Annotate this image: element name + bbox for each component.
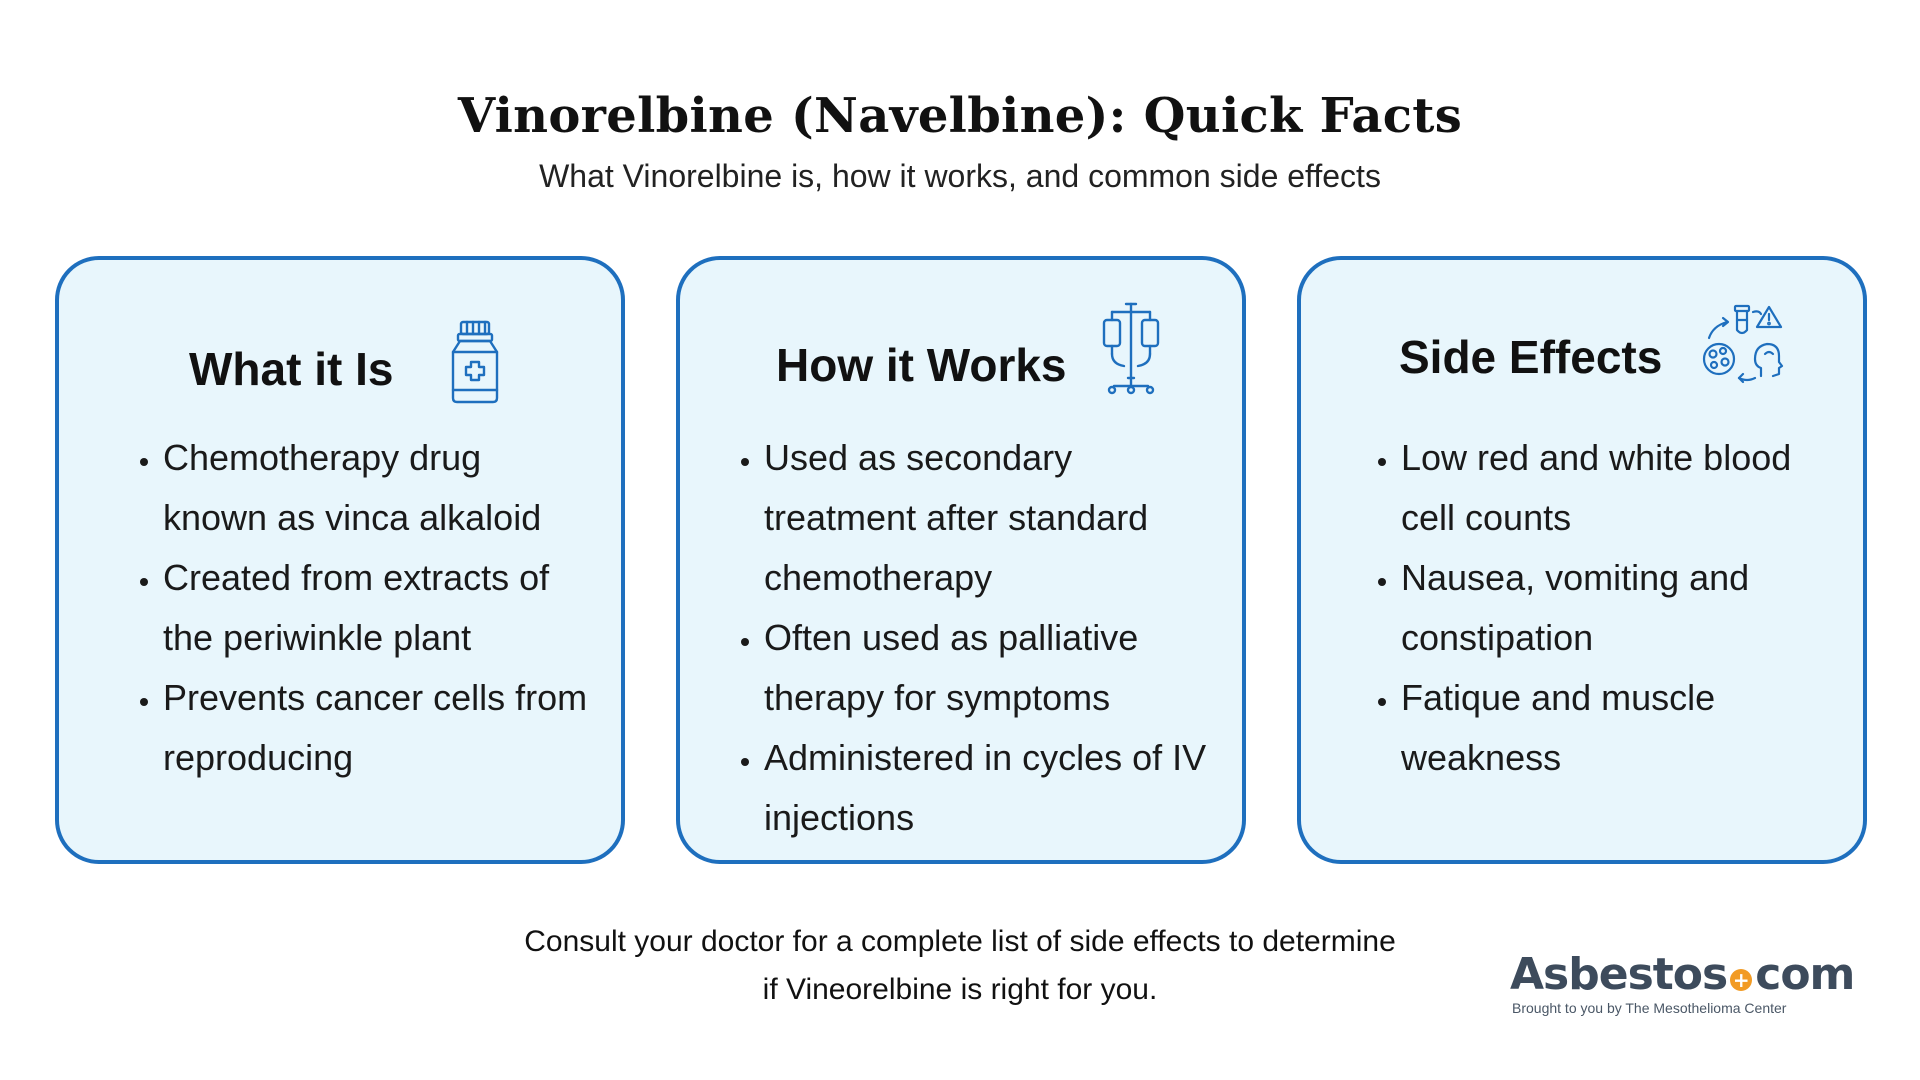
- list-item: • Chemotherapy drug known as vinca alkaloid: [163, 428, 591, 548]
- bullet-list: [1357, 428, 1833, 788]
- list-item: • Nausea, vomiting and constipation: [1401, 548, 1833, 668]
- side-effects-cycle-icon: [1701, 304, 1785, 384]
- list-item: • Created from extracts of the periwinkle plant: [163, 548, 591, 668]
- card-header: [1301, 300, 1863, 410]
- page-subtitle: What Vinorelbine is, how it works, and common side effects: [539, 158, 1381, 194]
- logo-domain: com: [1755, 949, 1855, 1000]
- footer-note: [400, 918, 1520, 1014]
- logo-wordmark: [1510, 950, 1854, 1000]
- bullet-list: [119, 428, 591, 788]
- card-header: [680, 300, 1242, 410]
- page-title: Vinorelbine (Navelbine): Quick Facts: [457, 88, 1463, 144]
- logo-name: Asbestos: [1510, 949, 1728, 1000]
- asbestos-logo: [1510, 949, 1855, 1020]
- list-item: • Prevents cancer cells from reproducing: [163, 668, 591, 788]
- card-header: [59, 300, 621, 410]
- footer-note-line: Consult your doctor for a complete list of side effects to determine: [524, 925, 1396, 958]
- card-title: Side Effects: [1399, 331, 1663, 383]
- logo-tagline: Brought to you by The Mesothelioma Center: [1512, 1000, 1787, 1016]
- list-item: • Used as secondary treatment after standard chemotherapy: [764, 428, 1212, 608]
- card-title: How it Works: [776, 339, 1067, 391]
- card-what-it-is: [55, 256, 625, 864]
- list-item: • Often used as palliative therapy for symptoms: [764, 608, 1212, 728]
- medicine-bottle-icon: [447, 320, 503, 404]
- card-title: What it Is: [189, 343, 394, 395]
- list-item: • Administered in cycles of IV injections: [764, 728, 1212, 848]
- iv-drip-stand-icon: [1100, 302, 1162, 396]
- plus-icon: +: [1730, 969, 1752, 991]
- footer-note-line: if Vineorelbine is right for you.: [762, 973, 1158, 1006]
- bullet-list: [720, 428, 1212, 848]
- card-how-it-works: [676, 256, 1246, 864]
- list-item: • Fatique and muscle weakness: [1401, 668, 1833, 788]
- list-item: • Low red and white blood cell counts: [1401, 428, 1833, 548]
- card-side-effects: [1297, 256, 1867, 864]
